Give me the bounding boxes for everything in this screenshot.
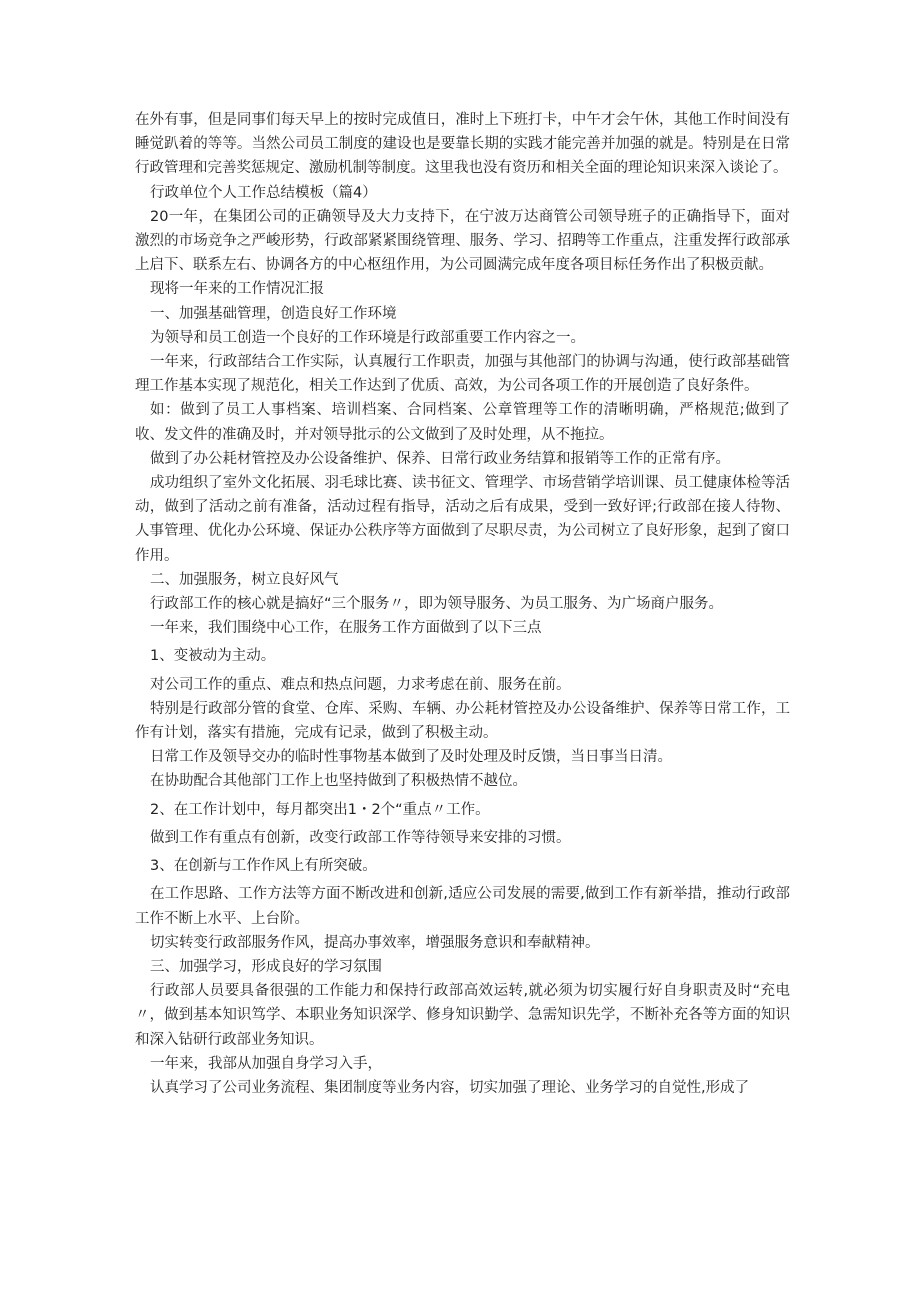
document-body: [135, 108, 790, 1100]
paragraph: 如：做到了员工人事档案、培训档案、合同档案、公章管理等工作的清晰明确，严格规范;做到了收、发文件的准确及时，并对领导批示的公文做到了及时处理，从不拖拉。: [135, 402, 790, 443]
paragraph: 切实转变行政部服务作风，提高办事效率，增强服务意识和奉献精神。: [150, 934, 600, 951]
paragraph: 做到工作有重点有创新，改变行政部工作等待领导来安排的习惯。: [150, 829, 571, 846]
paragraph: 特别是行政部分管的食堂、仓库、采购、车辆、办公耗材管控及办公设备维护、保养等日常工作，工作有计划，落实有措施，完成有记录，做到了积极主动。: [135, 700, 790, 742]
paragraph: 一年来，行政部结合工作实际，认真履行工作职责，加强与其他部门的协调与沟通，使行政部基础管理工作基本实现了规范化，相关工作达到了优质、高效，为公司各项工作的开展创造了良好条件。: [135, 354, 790, 395]
paragraph: 20一年，在集团公司的正确领导及大力支持下，在宁波万达商管公司领导班子的正确指导下，面对激烈的市场竞争之严峻形势，行政部紧紧围绕管理、服务、学习、招聘等工作重点，注重发挥行政部承上启下、联系左右、协调各方的中心枢纽作用，为公司圆满完成年度各项目标任务作出了积极贡献。: [135, 208, 790, 274]
paragraph: 一年来，我部从加强自身学习入手，: [150, 1055, 382, 1072]
paragraph: 在外有事，但是同事们每天早上的按时完成值日，准时上下班打卡，中午才会午休，其他工作时间没有睡觉趴着的等等。当然公司员工制度的建设也是要靠长期的实践才能完善并加强的就是。特别是在日常行政管理和完善奖惩规定、激励机制等制度。这里我也没有资历和相关全面的理论知识来深入谈论了。: [135, 112, 790, 177]
paragraph: 行政部工作的核心就是搞好“三个服务〃，即为领导服务、为员工服务、为广场商户服务。: [150, 596, 724, 613]
numbered-item: 1、变被动为主动。: [150, 648, 276, 665]
paragraph: 为领导和员工创造一个良好的工作环境是行政部重要工作内容之一。: [150, 329, 585, 346]
section-heading: 行政单位个人工作总结模板（篇4）: [150, 184, 377, 201]
paragraph: 做到了办公耗材管控及办公设备维护、保养、日常行政业务结算和报销等工作的正常有序。: [150, 450, 730, 467]
paragraph: 日常工作及领导交办的临时性事物基本做到了及时处理及时反馈，当日事当日清。: [150, 749, 672, 766]
paragraph: 认真学习了公司业务流程、集团制度等业务内容，切实加强了理论、业务学习的自觉性,形成了: [150, 1079, 750, 1096]
section-heading: 三、加强学习，形成良好的学习氛围: [150, 958, 382, 975]
section-heading: 二、加强服务，树立良好风气: [150, 571, 339, 588]
paragraph: 一年来，我们围绕中心工作，在服务工作方面做到了以下三点: [150, 620, 542, 637]
numbered-item: 2、在工作计划中，每月都突出1・2个“重点〃工作。: [150, 801, 490, 818]
paragraph: 对公司工作的重点、难点和热点问题，力求考虑在前、服务在前。: [150, 676, 571, 693]
paragraph: 行政部人员要具备很强的工作能力和保持行政部高效运转,就必须为切实履行好自身职责及时“充电〃，做到基本知识笃学、本职业务知识深学、修身知识勤学、急需知识先学，不断补充各等方面的知识和深入钻研行政部业务知识。: [135, 983, 790, 1048]
paragraph: 成功组织了室外文化拓展、羽毛球比赛、读书征文、管理学、市场营销学培训课、员工健康体检等活动，做到了活动之前有准备，活动过程有指导，活动之后有成果，受到一致好评;行政部在接人待物、人事管理、优化办公环境、保证办公秩序等方面做到了尽职尽责，为公司树立了良好形象，起到了窗口作用。: [135, 475, 790, 564]
section-heading: 一、加强基础管理，创造良好工作环境: [150, 305, 397, 322]
paragraph: 现将一年来的工作情况汇报: [150, 281, 324, 298]
paragraph: 在工作思路、工作方法等方面不断改进和创新,适应公司发展的需要,做到工作有新举措，推动行政部工作不断上水平、上台阶。: [135, 886, 790, 927]
paragraph: 在协助配合其他部门工作上也坚持做到了积极热情不越位。: [150, 773, 527, 790]
numbered-item: 3、在创新与工作作风上有所突破。: [150, 858, 377, 875]
